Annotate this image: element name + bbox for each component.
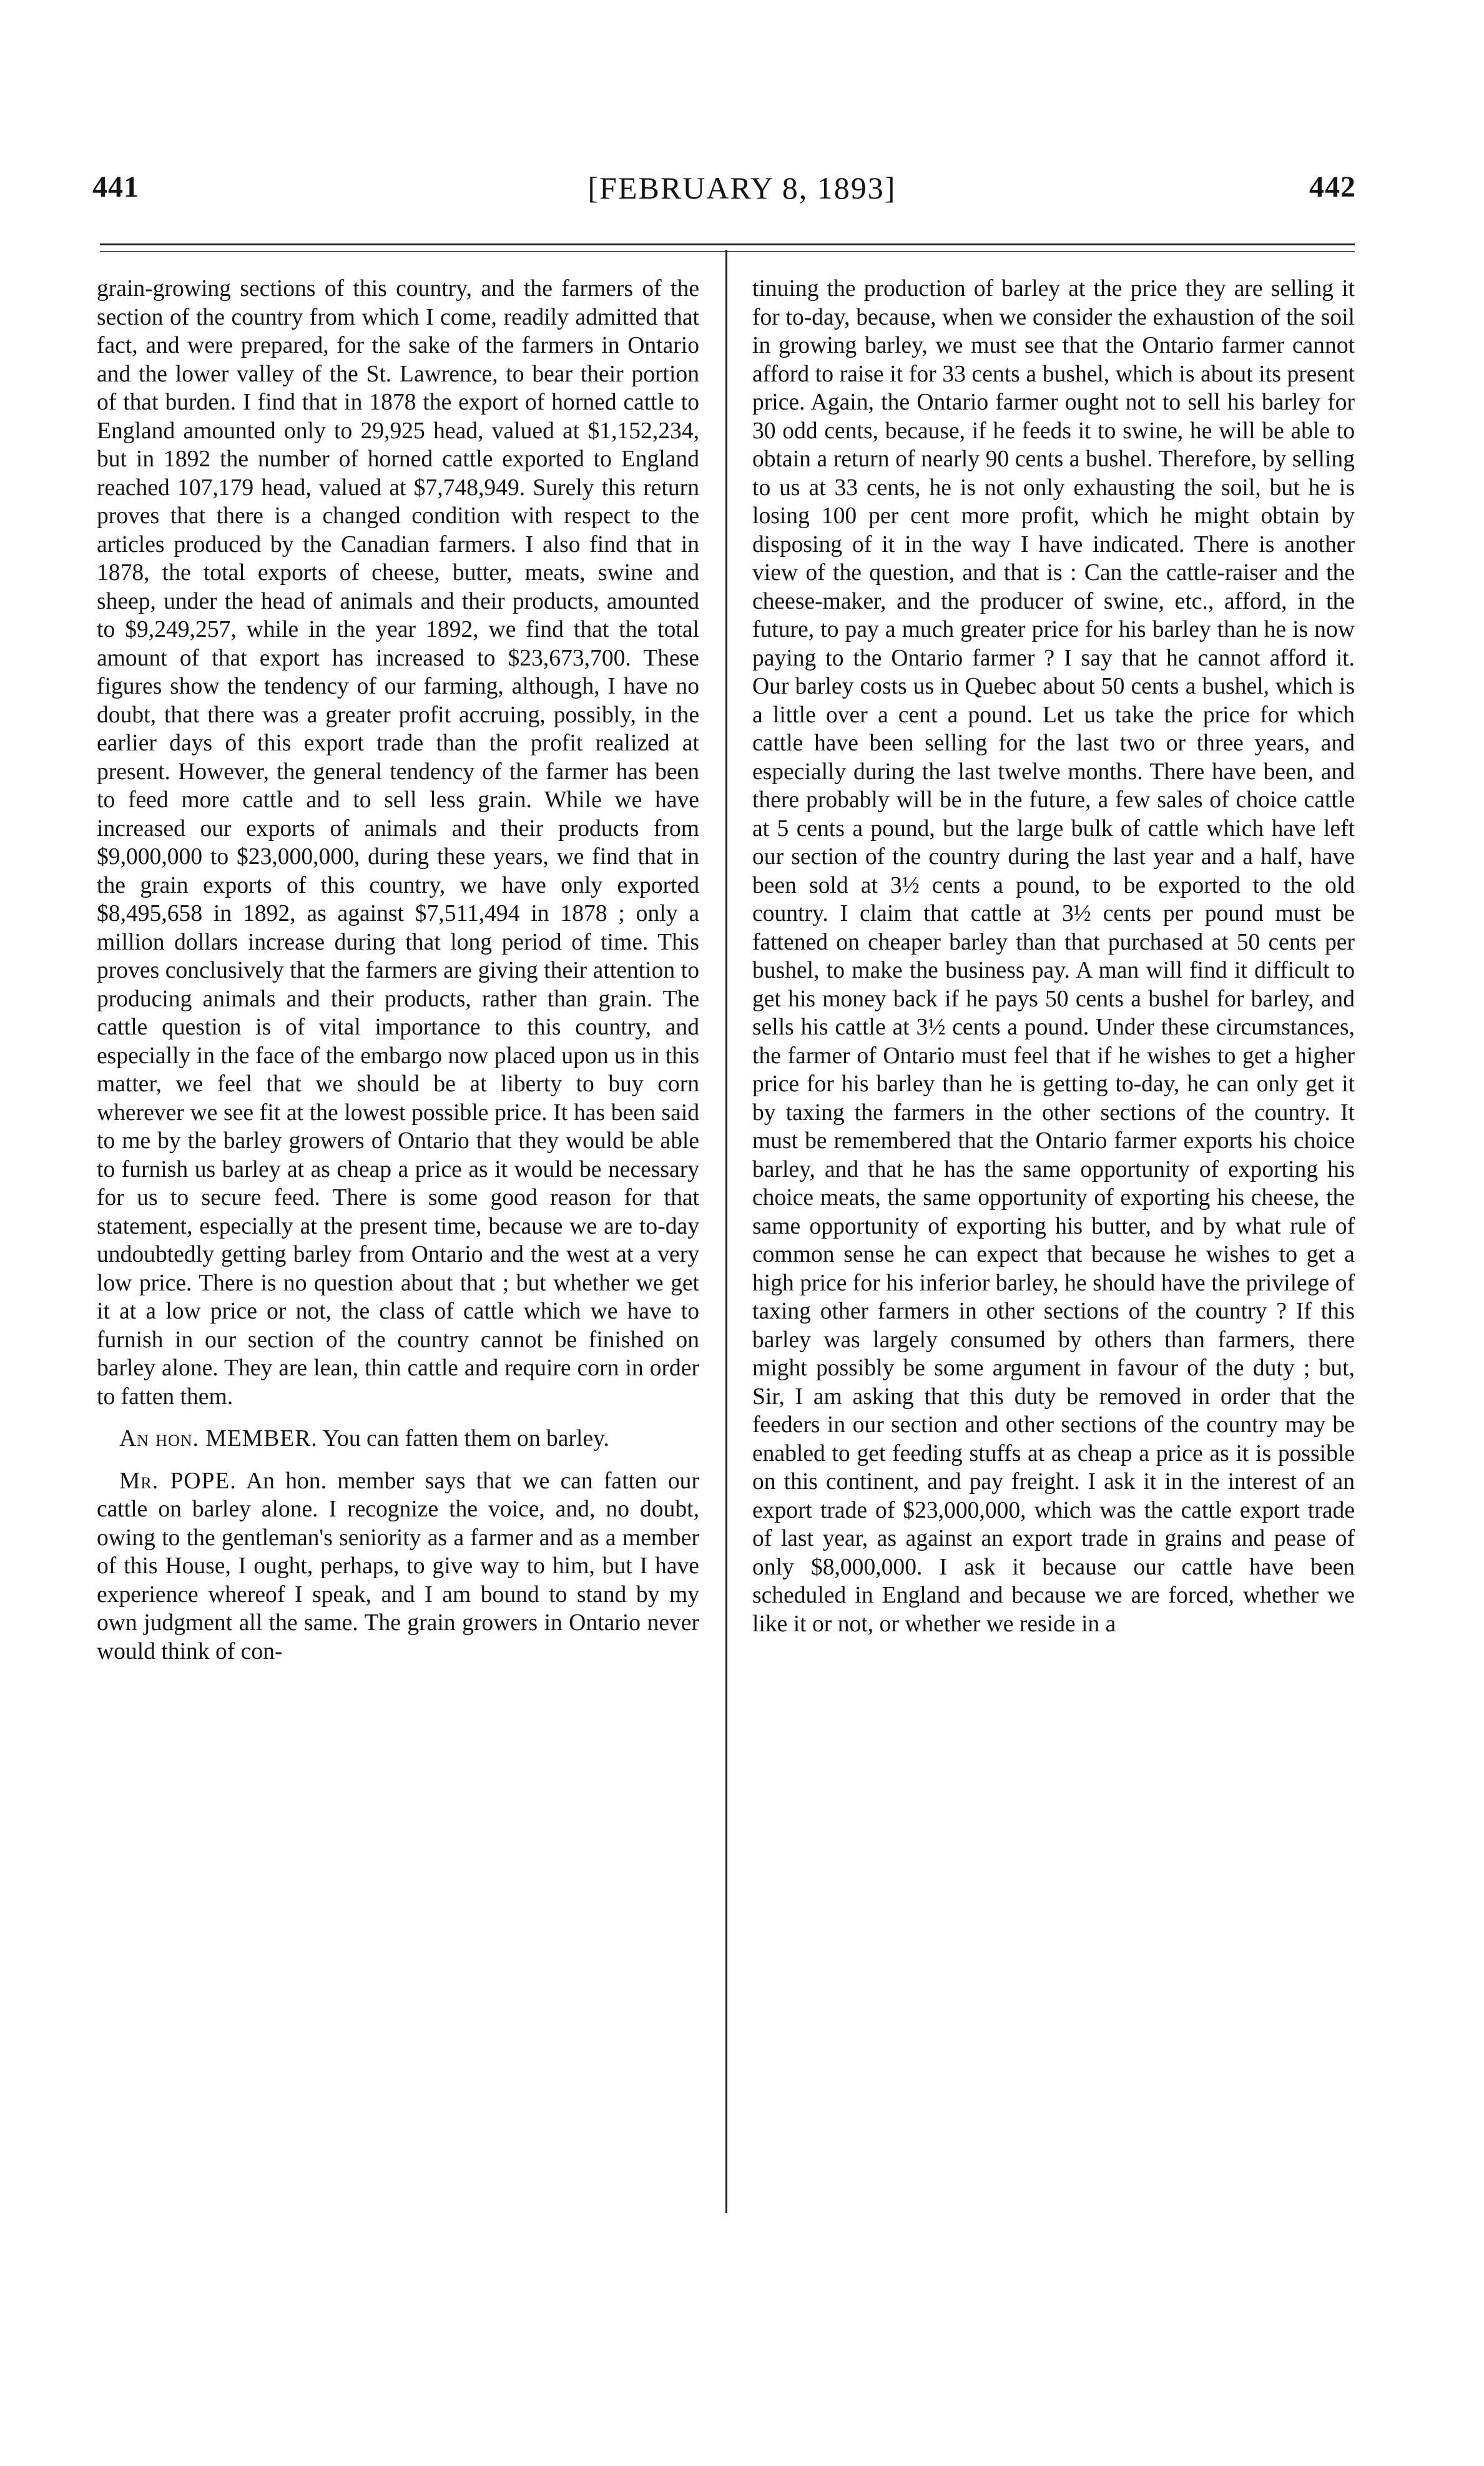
page-number-left: 441 bbox=[92, 170, 139, 204]
speech-text: An hon. member says that we can fatten our cattle on barley alone. I recognize the voice, and, no doubt, owing to the gentleman's seniority as a farmer and as a member of this House, I ought, perhaps, to give way to him, but I have experience whereof I speak, and I am bound to stand by my own judgment all the same. The grain growers in Ontario never would think of con- bbox=[97, 1468, 699, 1664]
speaker-name: An hon. MEMBER. bbox=[119, 1426, 318, 1452]
paragraph-continued: grain-growing sections of this country, and the farmers of the section of the country from which I come, readily admitted that fact, and were prepared, for the sake of the farmers in Ontario and the lower valley of the St. Lawrence, to bear their portion of that burden. I find that in 1878 the export of horned cattle to England amounted only to 29,925 head, valued at $1,152,234, but in 1892 the number of horned cattle exported to England reached 107,179 head, valued at $7,748,949. Surely this return proves that there is a changed condition with respect to the articles produced by the Canadian farmers. I also find that in 1878, the total exports of cheese, butter, meats, swine and sheep, under the head of animals and their products, amounted to $9,249,257, while in the year 1892, we find that the total amount of that export has increased to $23,673,700. These figures show the tendency of our farming, although, I have no doubt, that there was a greater profit accruing, possibly, in the earlier days of this export trade than the profit realized at present. However, the general tendency of the farmer has been to feed more cattle and to sell less grain. While we have increased our exports of animals and their products from $9,000,000 to $23,000,000, during these years, we find that in the grain exports of this country, we have only exported $8,495,658 in 1892, as against $7,511,494 in 1878 ; only a million dollars increase during that long period of time. This proves conclusively that the farmers are giving their attention to producing animals and their products, rather than grain. The cattle question is of vital importance to this country, and especially in the face of the embargo now placed upon us in this matter, we feel that we should be at liberty to buy corn wherever we see fit at the lowest possible price. It has been said to me by the barley growers of Ontario that they would be able to furnish us barley at as cheap a price as it would be necessary for us to secure feed. There is some good reason for that statement, especially at the present time, because we are to-day undoubtedly getting barley from Ontario and the west at a very low price. There is no question about that ; but whether we get it at a low price or not, the class of cattle which we have to furnish in our section of the country cannot be finished on barley alone. They are lean, thin cattle and require corn in order to fatten them. bbox=[97, 276, 699, 1410]
header-rule-secondary bbox=[100, 251, 1355, 252]
paragraph-speech bbox=[97, 1467, 699, 1666]
paragraph-continued: tinuing the production of barley at the price they are selling it for to-day, because, when we consider the exhaustion of the soil in growing barley, we must see that the Ontario farmer cannot afford to raise it for 33 cents a bushel, which is about its present price. Again, the Ontario farmer ought not to sell his barley for 30 odd cents, because, if he feeds it to swine, he will be able to obtain a return of nearly 90 cents a bushel. Therefore, by selling to us at 33 cents, he is not only exhausting the soil, but he is losing 100 per cent more profit, which he might obtain by disposing of it in the way I have indicated. There is another view of the question, and that is : Can the cattle-raiser and the cheese-maker, and the producer of swine, etc., afford, in the future, to pay a much greater price for his barley than he is now paying to the Ontario farmer ? I say that he cannot afford it. Our barley costs us in Quebec about 50 cents a bushel, which is a little over a cent a pound. Let us take the price for which cattle have been selling for the last two or three years, and especially during the last twelve months. There have been, and there probably will be in the future, a few sales of choice cattle at 5 cents a pound, but the large bulk of cattle which have left our section of the country during the last year and a half, have been sold at 3½ cents a pound, to be exported to the old country. I claim that cattle at 3½ cents per pound must be fattened on cheaper barley than that purchased at 50 cents per bushel, to make the business pay. A man will find it difficult to get his money back if he pays 50 cents a bushel for barley, and sells his cattle at 3½ cents a pound. Under these circumstances, the farmer of Ontario must feel that if he wishes to get a higher price for his barley than he is getting to-day, he can only get it by taxing the farmers in the other sections of the country. It must be remembered that the Ontario farmer exports his choice barley, and that he has the same opportunity of exporting his choice meats, the same opportunity of exporting his cheese, the same opportunity of exporting his butter, and by what rule of common sense he can expect that because he wishes to get a high price for his inferior barley, he should have the privilege of taxing other farmers in other sections of the country ? If this barley was largely consumed by others than farmers, there might possibly be some argument in favour of the duty ; but, Sir, I am asking that this duty be removed in order that the feeders in our section and other sections of the country may be enabled to get feeding stuffs at as cheap a price as it is possible on this continent, and pay freight. I ask it in the interest of an export trade of $23,000,000, which was the cattle export trade of last year, as against an export trade in grains and pease of only $8,000,000. I ask it because our cattle have been scheduled in England and because we are forced, whether we like it or not, or whether we reside in a bbox=[752, 276, 1355, 1637]
page-date: [FEBRUARY 8, 1893] bbox=[587, 170, 897, 205]
right-column bbox=[752, 275, 1355, 1638]
speech-text: You can fatten them on barley. bbox=[317, 1426, 609, 1452]
header-rule bbox=[100, 243, 1355, 245]
paragraph-interjection bbox=[97, 1425, 699, 1453]
page-number-right: 442 bbox=[1309, 170, 1356, 204]
column-divider bbox=[725, 250, 727, 2213]
left-column bbox=[97, 275, 699, 1666]
speaker-name: Mr. POPE. bbox=[119, 1468, 237, 1494]
